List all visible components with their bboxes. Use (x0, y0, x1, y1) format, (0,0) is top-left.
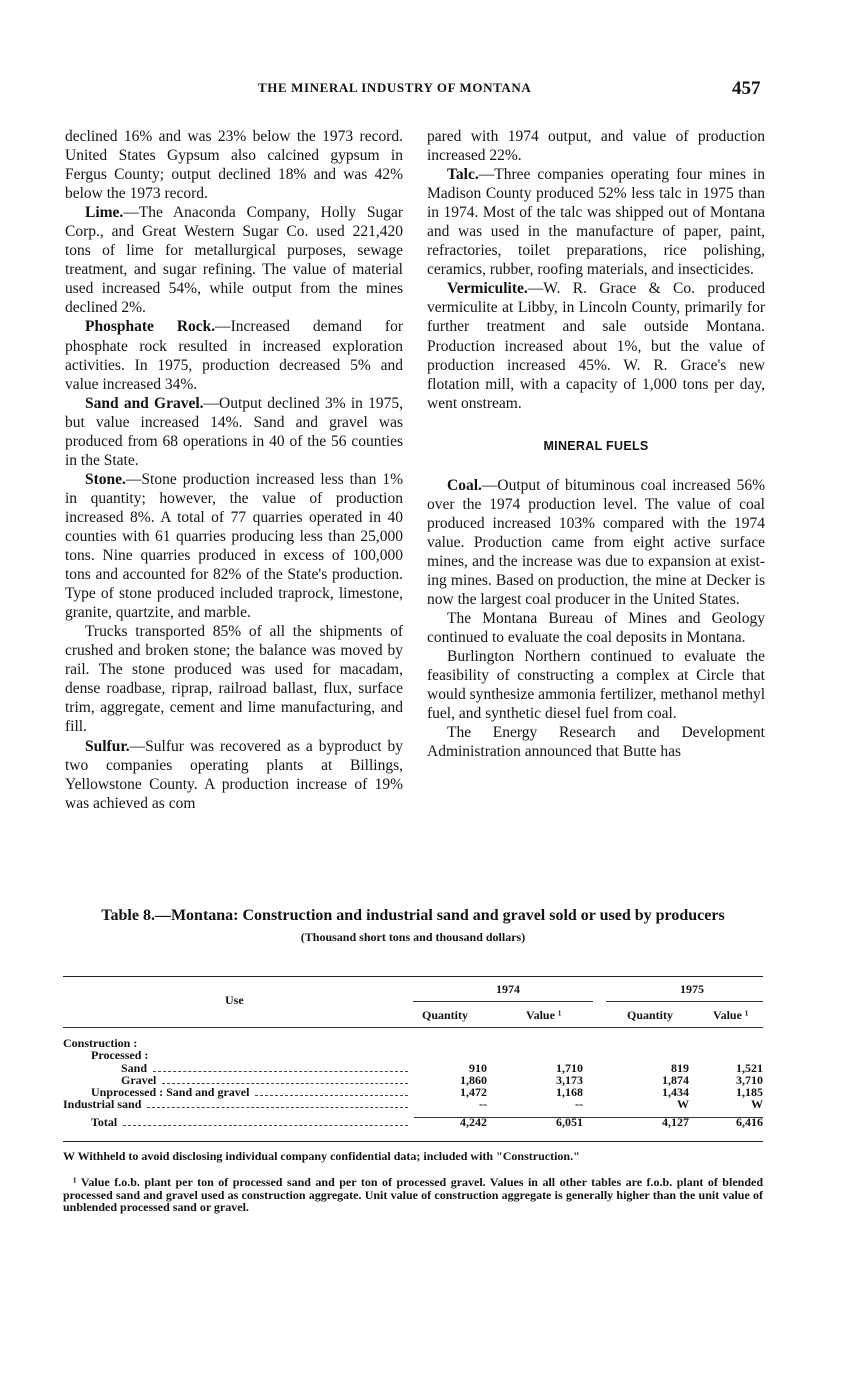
cell-value: 1,434 (662, 1085, 689, 1099)
cell-value: 910 (469, 1061, 487, 1075)
run-in-heading: Lime. (85, 204, 124, 222)
paragraph-text: declined 16% and was 23% below the 1973 record. United States Gypsum also calcined gypsum in Fergus County; output declined 18% and was 42% below the 1973 record. (65, 128, 403, 203)
header-rule (63, 1027, 763, 1028)
cell-value: 4,127 (662, 1115, 689, 1129)
col-header-value-1975: Value ¹ (713, 1008, 749, 1022)
cell-value: 819 (671, 1061, 689, 1075)
cell-value: 6,416 (736, 1115, 763, 1129)
paragraph-text: —Three companies operating four mines in Madison County produced 52% less talc in 1975 than in 1974. Most of the talc was shipped out of Montana and was used in the manufacture of paper, paint, refractories, toilet preparations, rice polishing, ceramics, rubber, roofing materials, and insecticides. (427, 166, 765, 279)
mineral-fuels-heading: MINERAL FUELS (543, 438, 649, 453)
dot-leader (153, 1071, 408, 1072)
table-title: Table 8.—Montana: Construction and industrial sand and gravel sold or used by producers (101, 907, 725, 924)
footnote-w: W Withheld to avoid disclosing individual company confidential data; included with "Construction." (63, 1149, 580, 1163)
data-table (63, 976, 763, 1142)
run-in-heading: Sand and Gravel. (85, 394, 204, 412)
year-header-1975: 1975 (680, 982, 704, 996)
year-header-1974: 1974 (496, 982, 520, 996)
table-subtitle: (Thousand short tons and thousand dollars) (300, 930, 526, 944)
left-column (65, 127, 403, 813)
paragraph-text: —Stone production increased less than 1% in quantity; however, the value of production increased 8%. A total of 77 quarries operated in 40 counties with 61 quarries producing less than 25,000 tons. Nine quarries produced in excess of 100,000 tons and accounted for 82% of the State's production. Type of stone produced included traprock, limestone, granite, quartzite, and marble. (65, 470, 403, 622)
paragraph-text: —Increased demand for phosphate rock resulted in increased exploration activities. In 1975, production decreased 5% and value increased 34%. (65, 318, 403, 393)
running-title: THE MINERAL INDUSTRY OF MONTANA (258, 80, 532, 95)
paragraph-lime (65, 203, 403, 317)
run-in-heading: Coal. (447, 476, 482, 494)
paragraph (427, 647, 765, 723)
row-label: Construction : (63, 1036, 138, 1050)
col-header-value-1974: Value ¹ (526, 1008, 562, 1022)
right-column-text (427, 127, 765, 413)
cell-value: W (751, 1097, 763, 1111)
year-rule-1975 (606, 1001, 763, 1002)
paragraph-coal (427, 476, 765, 609)
cell-value: 1,168 (556, 1085, 583, 1099)
col-header-quantity-1974: Quantity (422, 1008, 469, 1022)
dot-leader (162, 1083, 408, 1084)
paragraph-text: —Output of bituminous coal increased 56% over the 1974 production level. The value of coal produced increased 103% compared with the 1974 value. Production came from eight active surface mines, and the increase was due to expansion at existing mines. Based on production, the mine at Decker is now the largest coal producer in the United States. (427, 476, 765, 609)
paragraph-text: pared with 1974 output, and value of production increased 22%. (427, 128, 765, 165)
paragraph (427, 723, 765, 761)
cell-value: 1,860 (460, 1073, 487, 1087)
cell-value: W (677, 1097, 689, 1111)
paragraph-text: —Output declined 3% in 1975, but value increased 14%. Sand and gravel was produced from 68 operations in 40 of the 56 counties in the State. (65, 394, 403, 469)
use-header: Use (225, 993, 244, 1007)
run-in-heading: Vermiculite. (447, 280, 528, 298)
row-label: Gravel (121, 1073, 157, 1087)
paragraph-text: —Sulfur was recovered as a byproduct by two companies operating plants at Billings, Yellowstone County. A production increase of 19% was achieved as com (65, 737, 403, 812)
row-label: Unprocessed : Sand and gravel (91, 1085, 250, 1099)
paragraph (427, 127, 765, 165)
paragraph-talc (427, 165, 765, 279)
mineral-fuels-text (427, 476, 765, 762)
cell-value: 3,710 (736, 1073, 763, 1087)
cell-value: 1,710 (556, 1061, 583, 1075)
dot-leader (147, 1107, 408, 1108)
paragraph-text: The Energy Research and Development Administration announced that Butte has (427, 724, 765, 761)
footnote-value: ¹ Value f.o.b. plant per ton of processed sand and per ton of processed gravel. Values in all other tables are f.o.b. plant of blended processed sand and gravel used as construction aggregate. Unit value of construction aggregate is generally higher than the unit value of unblended processed sand or gravel. (63, 1175, 763, 1215)
row-label: Industrial sand (63, 1097, 142, 1111)
paragraph-text: The Montana Bureau of Mines and Geology continued to evaluate the coal deposits in Montana. (427, 610, 765, 647)
paragraph-stone (65, 470, 403, 622)
year-rule-1974 (413, 1001, 593, 1002)
cell-value: -- (575, 1097, 583, 1111)
run-in-heading: Talc. (447, 166, 479, 184)
run-in-heading: Sulfur. (85, 737, 130, 755)
paragraph (65, 622, 403, 736)
paragraph-text: Burlington Northern continued to evaluate the feasibility of constructing a complex at Circle that would synthesize ammonia fertilizer, methanol methyl fuel, and synthetic diesel fuel from coal. (427, 648, 765, 723)
dot-leader (255, 1095, 408, 1096)
table-row (63, 1098, 763, 1111)
col-header-quantity-1975: Quantity (627, 1008, 674, 1022)
running-head (0, 78, 862, 102)
row-label: Total (91, 1115, 118, 1129)
run-in-heading: Phosphate Rock. (85, 318, 216, 336)
cell-value: -- (479, 1097, 487, 1111)
cell-value: 1,472 (460, 1085, 487, 1099)
paragraph-phosphate-rock (65, 317, 403, 393)
row-label: Sand (121, 1061, 148, 1075)
cell-value: 4,242 (460, 1115, 487, 1129)
cell-value: 1,185 (736, 1085, 763, 1099)
paragraph (427, 609, 765, 647)
table-row (63, 1116, 763, 1129)
table-block (63, 906, 763, 1215)
right-column (427, 127, 765, 761)
run-in-heading: Stone. (85, 470, 126, 488)
paragraph-sulfur (65, 737, 403, 813)
paragraph-text: —W. R. Grace & Co. produced vermiculite at Libby, in Lincoln County, primarily for further treatment and sale outside Montana. Production increased about 1%, but the value of production increased 45%. W. R. Grace's new flotation mill, with a capacity of 1,000 tons per day, went onstream. (427, 280, 765, 412)
cell-value: 1,874 (662, 1073, 689, 1087)
table-row (63, 1049, 763, 1062)
paragraph-text: —The Anaconda Company, Holly Sugar Corp., and Great Western Sugar Co. used 221,420 tons of lime for metallurgical purposes, sewage treatment, and sugar refining. The value of material used increased 54%, while output from the mines declined 2%. (65, 204, 403, 317)
paragraph-text: Trucks transported 85% of all the shipments of crushed and broken stone; the balance was moved by rail. The stone produced was used for macadam, dense roadbase, riprap, railroad ballast, flux, surface trim, aggregate, cement and lime manufacturing, and fill. (65, 623, 403, 736)
row-label: Processed : (91, 1048, 149, 1062)
paragraph (65, 127, 403, 203)
page-number: 457 (732, 78, 761, 99)
cell-value: 3,173 (556, 1073, 583, 1087)
dot-leader (123, 1125, 408, 1126)
paragraph-sand-and-gravel (65, 394, 403, 470)
cell-value: 6,051 (556, 1115, 583, 1129)
cell-value: 1,521 (736, 1061, 763, 1075)
paragraph-vermiculite (427, 279, 765, 412)
